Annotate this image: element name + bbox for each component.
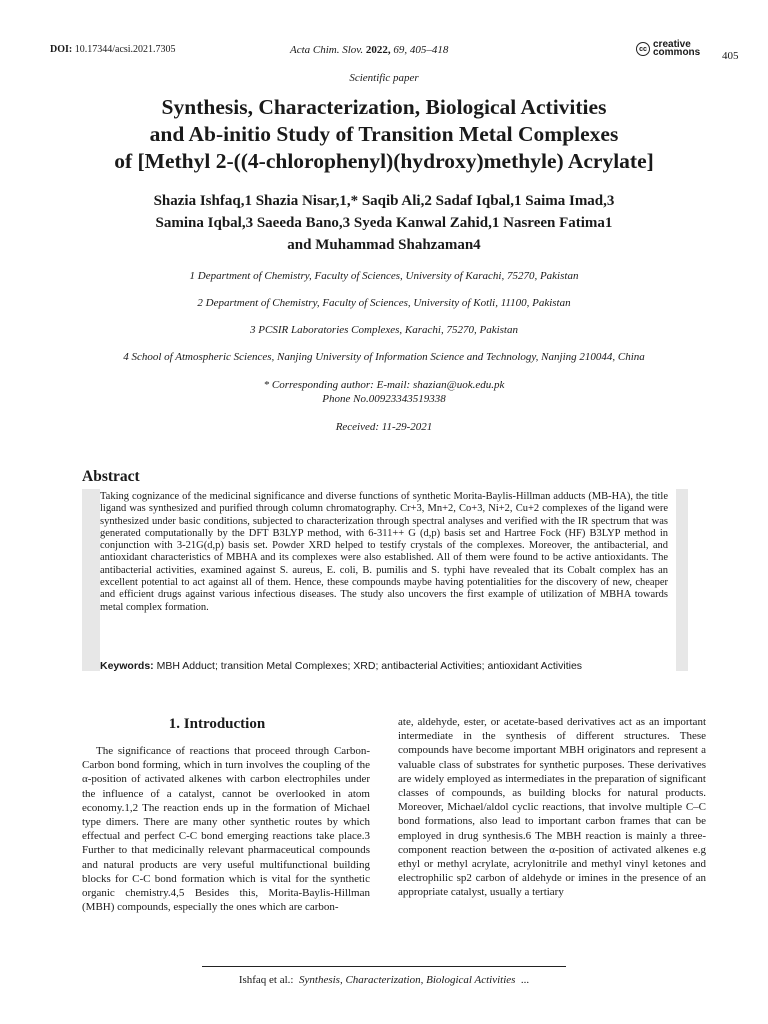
abstract-text: Taking cognizance of the medicinal significance and diverse functions of synthetic Morita-Baylis-Hillman adducts (MB-HA), the title ligand was synthesized and purified through column chromatography. Cr+3, Mn+2, Co+3, Ni+2, Cu+2 complexes of the ligand were synthesized under basic conditions, subjected to characterization through spectral analyses and verified with the IR spectrum that was generated computationally by the DFT B3LYP method, with 6-311++ G (d,p) basis set and Hartree Fock (HF) B3LYP method in conjunction with 3-21G(d,p) basis set. Powder XRD helped to testify crystals of the complexes. Moreover, the antibacterial, and antioxidant characteristics of MBHA and its complexes were also established. All of them were found to be active antioxidants. The antibacterial activities, examined against S. aureus, E. coli, B. pumilis and S. typhi have revealed that its Cobalt complex has an excellent potential to act against all of them. Hence, these compounds maybe having potentialities for the discovery of new, cheaper and efficient drugs against various infectious diseases. The study also uncovers the first example of utilization of MBHA towards metal complex formation. <box>100 491 668 613</box>
corresponding-author: * Corresponding author: E-mail: shazian@uok.edu.pk <box>263 379 505 391</box>
cc-wordmark: creative commons <box>653 39 701 58</box>
phone-number: Phone No.00923343519338 <box>322 393 446 405</box>
affiliation-2: 2 Department of Chemistry, Faculty of Sciences, University of Kotli, 11100, Pakistan <box>197 297 571 309</box>
received-date: Received: 11-29-2021 <box>335 421 433 433</box>
title-line: of [Methyl 2-((4-chlorophenyl)(hydroxy)methyle) Acrylate] <box>114 149 654 173</box>
intro-paragraph: ate, aldehyde, ester, or acetate-based derivatives act as an important intermediate in the synthesis of different structures. These compounds have become important MBH originators and represent a valuable class of substrates for synthetic purposes. These derivatives are widely employed as intermediates in the preparation of significant classes of compounds, as building blocks for natural products. Moreover, Michael/aldol cyclic reactions, that involve multiple C–C bond formations, also lead to important carbon frames that can be employed in drug synthesis.6 The MBH reaction is mainly a three-component reaction between the α-position of activated alkenes e.g ethyl or methyl acrylate, acrylonitrile and methyl vinyl ketones and electrophilic sp2 carbon of aldehyde or imines in the presence of an appropriate catalyst, usually a tertiary <box>398 716 706 899</box>
paper-type: Scientific paper <box>349 72 419 84</box>
keywords-list: MBH Adduct; transition Metal Complexes; XRD; antibacterial Activities; antioxidant Activities <box>156 660 583 672</box>
section-heading-introduction: 1. Introduction <box>168 716 266 732</box>
affiliation-4: 4 School of Atmospheric Sciences, Nanjing University of Information Science and Technology, Nanjing 210044, China <box>123 351 645 363</box>
paper-title <box>40 94 728 175</box>
journal-citation <box>290 44 448 56</box>
journal-name: Acta Chim. Slov. <box>290 44 364 56</box>
affiliation-3: 3 PCSIR Laboratories Complexes, Karachi, 75270, Pakistan <box>250 324 518 336</box>
doi-link[interactable]: 10.17344/acsi.2021.7305 <box>74 44 176 55</box>
abstract-heading: Abstract <box>82 468 140 485</box>
intro-column-right <box>398 715 706 900</box>
author-line: Shazia Ishfaq,1 Shazia Nisar,1,* Saqib Ali,2 Sadaf Iqbal,1 Saima Imad,3 <box>153 193 615 209</box>
affiliation-1: 1 Department of Chemistry, Faculty of Sciences, University of Karachi, 75270, Pakistan <box>189 270 579 282</box>
title-line: and Ab-initio Study of Transition Metal Complexes <box>149 122 619 146</box>
creative-commons-logo <box>636 41 700 57</box>
keywords-label: Keywords: <box>100 660 154 672</box>
footer-title: Synthesis, Characterization, Biological Activities <box>299 974 516 986</box>
author-line: Samina Iqbal,3 Saeeda Bano,3 Syeda Kanwal Zahid,1 Nasreen Fatima1 <box>155 215 613 231</box>
footer-divider <box>202 966 566 967</box>
intro-column-left <box>82 744 370 914</box>
footer-ellipsis: ... <box>520 974 530 986</box>
journal-pages: 405–418 <box>409 44 449 56</box>
journal-volume: 69, <box>393 44 408 56</box>
journal-year: 2022, <box>365 44 391 56</box>
doi-line <box>50 44 176 55</box>
footer-authors: Ishfaq et al.: <box>238 974 294 986</box>
cc-icon: cc <box>636 42 650 56</box>
running-footer <box>0 974 768 986</box>
author-line: and Muhammad Shahzaman4 <box>287 237 481 253</box>
intro-paragraph: The significance of reactions that proceed through Carbon-Carbon bond forming, which in turn involves the coupling of the α-position of activated alkenes with carbon electrophiles under the influence of a catalyst, cannot be overlooked in atom economy.1,2 The reaction ends up in the formation of Michael type dimers. There are many other synthetic routes by which effectual and perfect C-C bond emerging reactions take place.3 Further to that medicinally relevant pharmaceutical compounds and natural products are very useful multifunctional building blocks for C-C bond formation which is vital for the synthetic organic chemistry.4,5 Besides this, Morita-Baylis-Hillman (MBH) compounds, especially the ones which are carbon- <box>82 745 370 914</box>
keywords <box>100 660 670 672</box>
author-list <box>60 190 708 256</box>
page-number: 405 <box>722 50 739 62</box>
doi-label: DOI: <box>50 44 73 55</box>
title-line: Synthesis, Characterization, Biological Activities <box>161 95 607 119</box>
